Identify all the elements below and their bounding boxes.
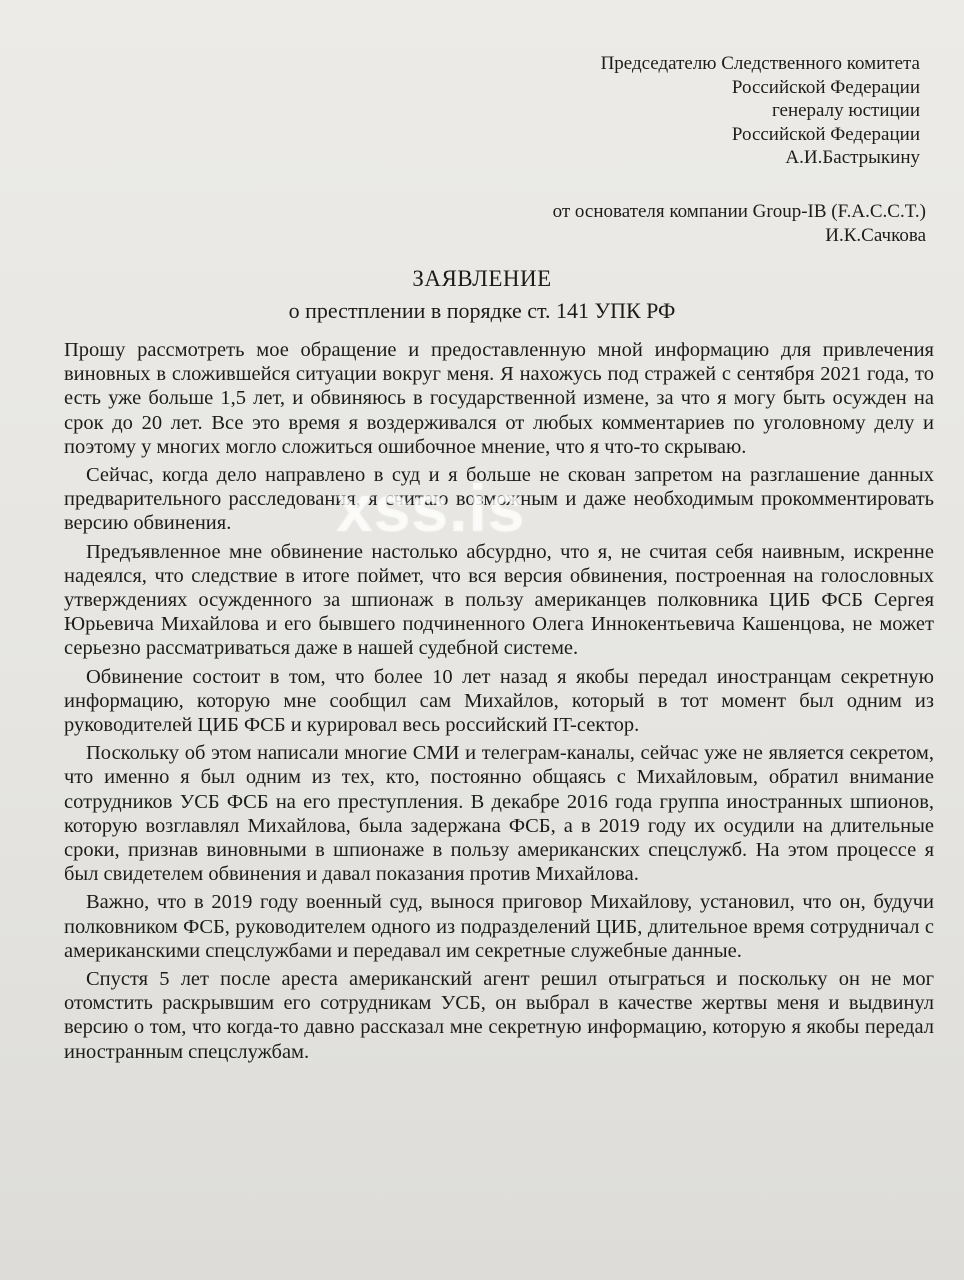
body-paragraph: Поскольку об этом написали многие СМИ и телеграм-каналы, сейчас уже не является секретом, что именно я был одним из тех, кто, постоянно общаясь с Михайловым, обратил внимание сотрудников УСБ ФСБ на его преступления. В декабре 2016 года группа иностранных шпионов, которую возглавлял Михайлова, была задержана ФСБ, а в 2019 году их осудили на длительные сроки, признав виновными в шпионаже в пользу американских спецслужб. На этом процессе я был свидетелем обвинения и давал показания против Михайлова. — [64, 742, 934, 886]
addressee-block — [601, 52, 920, 170]
body-paragraph: Спустя 5 лет после ареста американский агент решил отыграться и поскольку он не мог отомстить раскрывшим его сотрудникам УСБ, он выбрал в качестве жертвы меня и выдвинул версию о том, что когда-то давно рассказал мне секретную информацию, которую я якобы передал иностранным спецслужбам. — [64, 968, 934, 1063]
body-paragraph: Предъявленное мне обвинение настолько абсурдно, что я, не считая себя наивным, искренне надеялся, что следствие в итоге поймет, что вся версия обвинения, построенная на голословных утверждениях осужденного за шпионаж в пользу американцев полковника ЦИБ ФСБ Сергея Юрьевича Михайлова и его бывшего подчиненного Олега Иннокентьевича Кашенцова, не может серьезно рассматриваться даже в нашей судебной системе. — [64, 540, 934, 660]
addressee-line: Российской Федерации — [731, 76, 920, 98]
body-paragraph: Сейчас, когда дело направлено в суд и я больше не скован запретом на разглашение данных предварительного расследования, я считаю возможным и даже необходимым прокомментировать версию обвинения. — [64, 464, 934, 535]
body-paragraph: Прошу рассмотреть мое обращение и предоставленную мной информацию для привлечения виновных в сложившейся ситуации вокруг меня. Я нахожусь под стражей с сентября 2021 года, то есть уже больше 1,5 лет, и обвиняюсь в государственной измене, за что я могу быть осужден на срок до 20 лет. Все это время я воздерживался от любых комментариев по уголовному делу и поэтому у многих могло сложиться ошибочное мнение, что я что-то скрываю. — [64, 339, 934, 458]
body-paragraph: Обвинение состоит в том, что более 10 лет назад я якобы передал иностранцам секретную информацию, которую мне сообщил сам Михайлов, который в тот момент был одним из руководителей ЦИБ ФСБ и курировал весь российский IT-сектор. — [64, 665, 934, 737]
addressee-line: Российской Федерации — [731, 123, 920, 145]
body-paragraph: Важно, что в 2019 году военный суд, вынося приговор Михайлову, установил, что он, будучи полковником ФСБ, руководителем одного из подразделений ЦИБ, длительное время сотрудничал с американскими спецслужбами и передавал им секретные служебные данные. — [64, 891, 934, 962]
document-title: ЗАЯВЛЕНИЕ — [412, 266, 552, 291]
watermark: xss.is — [336, 471, 526, 545]
sender-block — [553, 200, 926, 248]
document-body — [64, 338, 934, 1068]
sender-line: И.К.Сачкова — [825, 225, 926, 246]
addressee-line: Председателю Следственного комитета — [600, 53, 920, 74]
document-subtitle: о престплении в порядке ст. 141 УПК РФ — [288, 298, 676, 323]
sender-line: от основателя компании Group-IB (F.A.C.C.T.) — [552, 201, 926, 222]
addressee-line: генералу юстиции — [771, 100, 920, 121]
addressee-line: А.И.Бастрыкину — [785, 147, 920, 168]
